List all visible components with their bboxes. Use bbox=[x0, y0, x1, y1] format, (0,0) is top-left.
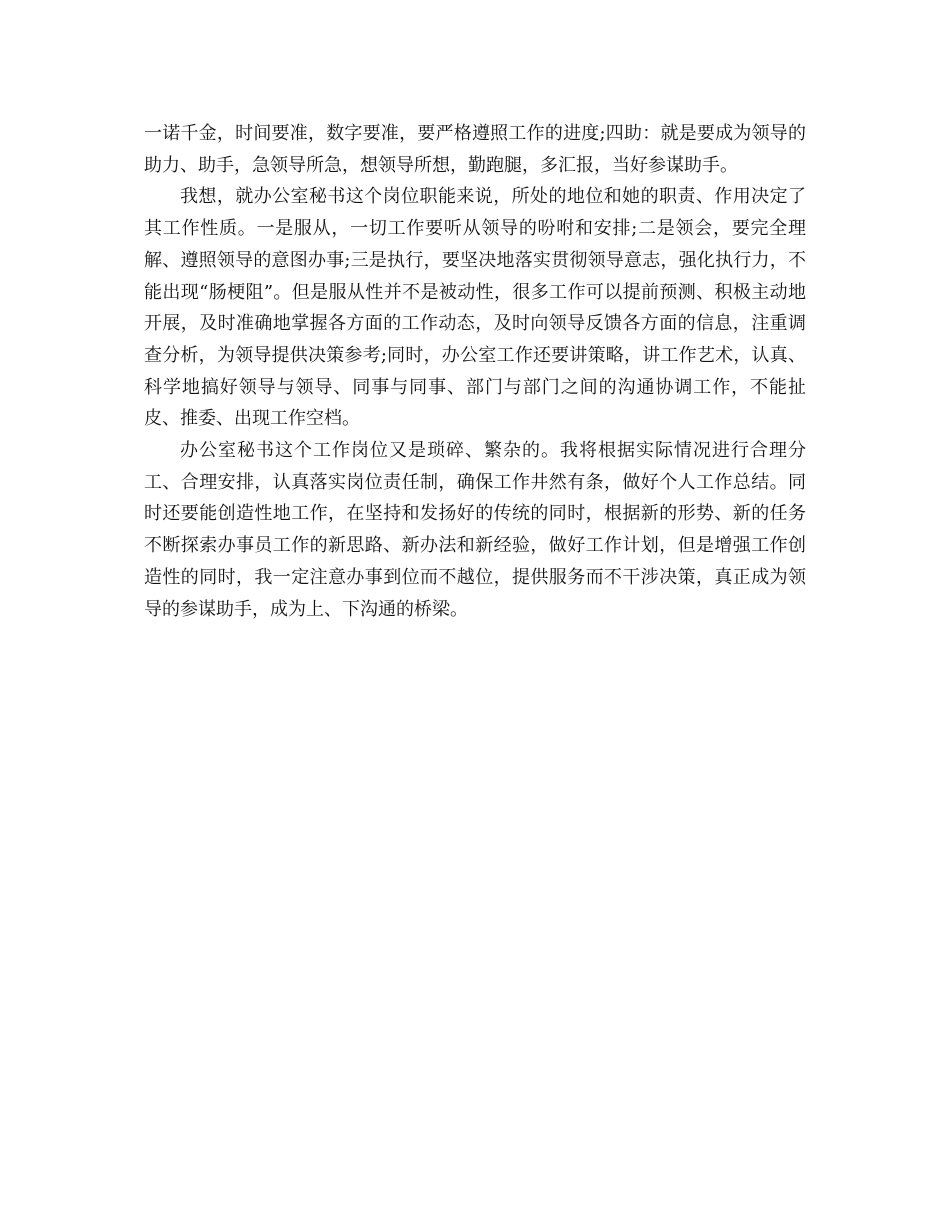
paragraph-3: 办公室秘书这个工作岗位又是琐碎、繁杂的。我将根据实际情况进行合理分工、合理安排，认真落实岗位责任制，确保工作井然有条，做好个人工作总结。同时还要能创造性地工作，在坚持和发扬好的传统的同时，根据新的形势、新的任务不断探索办事员工作的新思路、新办法和新经验，做好工作计划，但是增强工作创造性的同时，我一定注意办事到位而不越位，提供服务而不干涉决策，真正成为领导的参谋助手，成为上、下沟通的桥梁。 bbox=[144, 440, 806, 620]
document-body bbox=[144, 118, 806, 625]
paragraph-1: 一诺千金，时间要准，数字要准，要严格遵照工作的进度;四助：就是要成为领导的助力、助手，急领导所急，想领导所想，勤跑腿，多汇报，当好参谋助手。 bbox=[144, 123, 806, 176]
paragraph-2: 我想，就办公室秘书这个岗位职能来说，所处的地位和她的职责、作用决定了其工作性质。一是服从，一切工作要听从领导的吩咐和安排;二是领会，要完全理解、遵照领导的意图办事;三是执行，要坚决地落实贯彻领导意志，强化执行力，不能出现“肠梗阻”。但是服从性并不是被动性，很多工作可以提前预测、积极主动地开展，及时准确地掌握各方面的工作动态，及时向领导反馈各方面的信息，注重调查分析，为领导提供决策参考;同时，办公室工作还要讲策略，讲工作艺术，认真、科学地搞好领导与领导、同事与同事、部门与部门之间的沟通协调工作，不能扯皮、推委、出现工作空档。 bbox=[144, 186, 806, 430]
